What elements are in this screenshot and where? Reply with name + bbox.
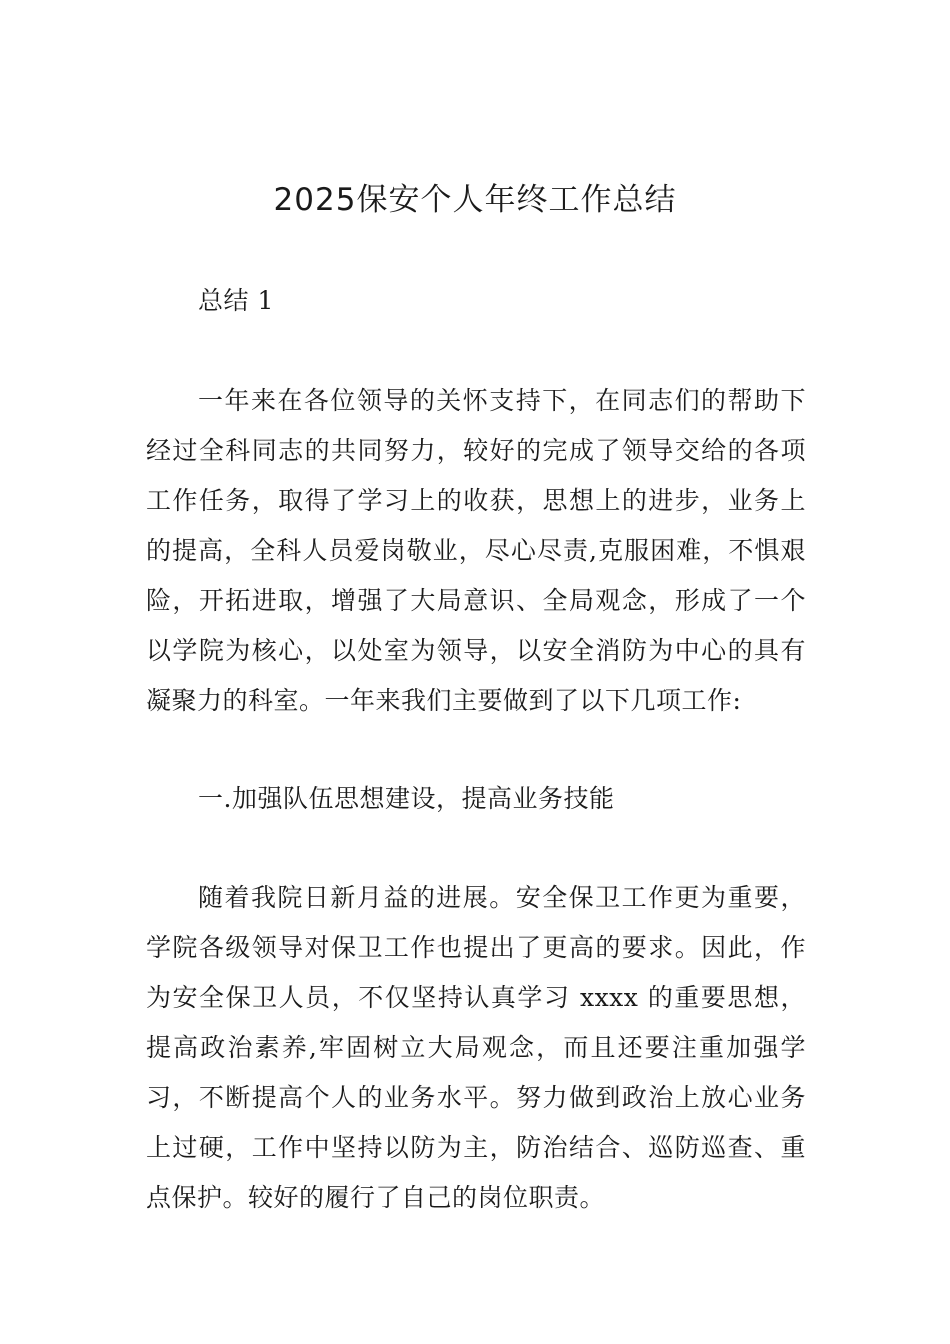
- section-paragraph: 随着我院日新月益的进展。安全保卫工作更为重要，学院各级领导对保卫工作也提出了更高的要求。因此，作为安全保卫人员，不仅坚持认真学习 xxxx 的重要思想，提高政治素养,牢固树立大局观念，而且还要注重加强学习，不断提高个人的业务水平。努力做到政治上放心业务上过硬，工作中坚持以防为主，防治结合、巡防巡查、重点保护。较好的履行了自己的岗位职责。: [146, 883, 806, 1212]
- section-heading: 一.加强队伍思想建设，提高业务技能: [198, 784, 615, 813]
- intro-paragraph: 一年来在各位领导的关怀支持下，在同志们的帮助下经过全科同志的共同努力，较好的完成了领导交给的各项工作任务，取得了学习上的收获，思想上的进步，业务上的提高，全科人员爱岗敬业，尽心尽责,克服困难，不惧艰险，开拓进取，增强了大局意识、全局观念，形成了一个以学院为核心，以处室为领导，以安全消防为中心的具有凝聚力的科室。一年来我们主要做到了以下几项工作:: [146, 386, 806, 715]
- document-title: 2025保安个人年终工作总结: [273, 182, 677, 218]
- section-label: 总结 1: [198, 286, 274, 315]
